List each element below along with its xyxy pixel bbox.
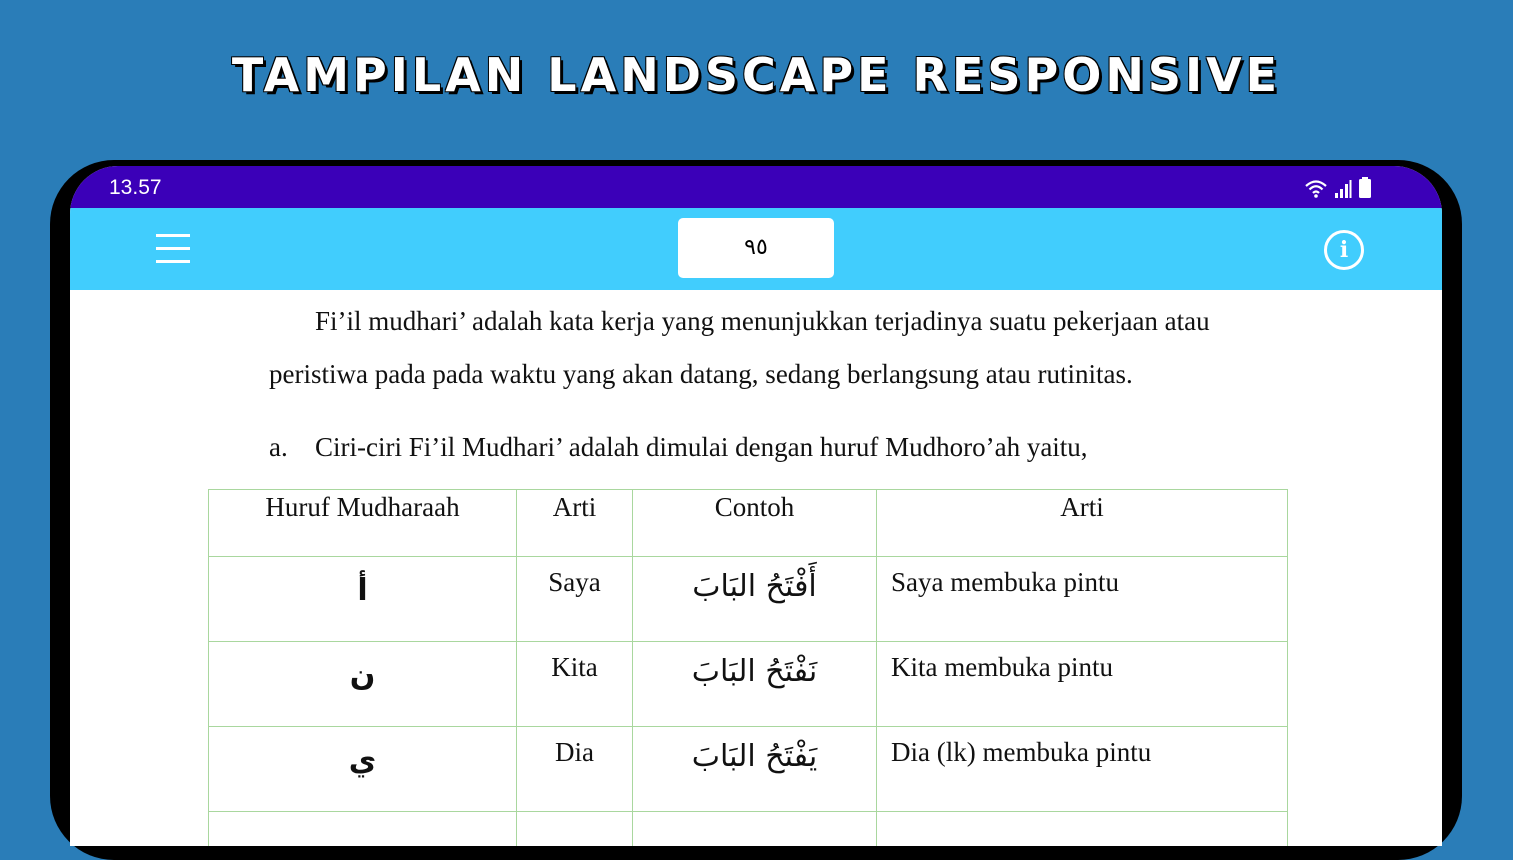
promo-headline: TAMPILAN LANDSCAPE RESPONSIVE <box>231 48 1282 102</box>
table-row <box>209 727 1288 812</box>
arabic-example: يَفْتَحُ البَابَ <box>691 739 818 774</box>
arabic-example: نَفْتَحُ البَابَ <box>691 654 818 689</box>
table-cell-letter <box>209 557 517 642</box>
arabic-example: أَفْتَحُ البَابَ <box>692 569 817 604</box>
status-bar <box>70 166 1442 208</box>
arabic-letter: ي <box>348 743 377 778</box>
phone-screen <box>70 166 1442 846</box>
table-row <box>209 557 1288 642</box>
hamburger-menu-icon[interactable] <box>156 230 192 268</box>
table-cell-contoh <box>633 727 877 812</box>
point-a <box>269 432 1088 463</box>
point-marker: a. <box>269 432 288 462</box>
table-cell-contoh <box>633 557 877 642</box>
paragraph-line-1: Fi’il mudhari’ adalah kata kerja yang menunjukkan terjadinya suatu pekerjaan atau <box>315 306 1210 336</box>
point-text: Ciri-ciri Fi’il Mudhari’ adalah dimulai dengan huruf Mudhoro’ah yaitu, <box>315 432 1088 462</box>
status-icons <box>1304 177 1372 199</box>
table-header-cell: Arti <box>877 490 1288 557</box>
table-row-partial <box>209 812 1288 847</box>
phone-frame <box>50 160 1462 860</box>
table-cell-translation: Kita membuka pintu <box>877 642 1288 727</box>
info-icon[interactable]: i <box>1324 230 1364 270</box>
table-row <box>209 642 1288 727</box>
table-header-cell: Huruf Mudharaah <box>209 490 517 557</box>
page-number-field[interactable]: ٩٥ <box>678 218 834 278</box>
huruf-mudharaah-table <box>208 489 1288 846</box>
table-header-cell: Contoh <box>633 490 877 557</box>
paragraph-line-2: peristiwa pada pada waktu yang akan datang, sedang berlangsung atau rutinitas. <box>269 359 1133 389</box>
battery-icon <box>1358 177 1372 199</box>
table-header-cell: Arti <box>517 490 633 557</box>
table-header-row <box>209 490 1288 557</box>
arabic-letter: ن <box>349 658 376 693</box>
table-cell-arti: Kita <box>517 642 633 727</box>
app-toolbar <box>70 208 1442 290</box>
status-time: 13.57 <box>109 176 162 199</box>
table-cell-arti: Dia <box>517 727 633 812</box>
wifi-icon <box>1304 179 1328 199</box>
table-cell-letter <box>209 727 517 812</box>
table-cell-arti: Saya <box>517 557 633 642</box>
table-cell-translation: Dia (lk) membuka pintu <box>877 727 1288 812</box>
table-cell-translation: Saya membuka pintu <box>877 557 1288 642</box>
table-cell-contoh <box>633 642 877 727</box>
table-cell-letter <box>209 642 517 727</box>
signal-icon <box>1334 179 1352 199</box>
arabic-letter: أ <box>357 573 368 608</box>
